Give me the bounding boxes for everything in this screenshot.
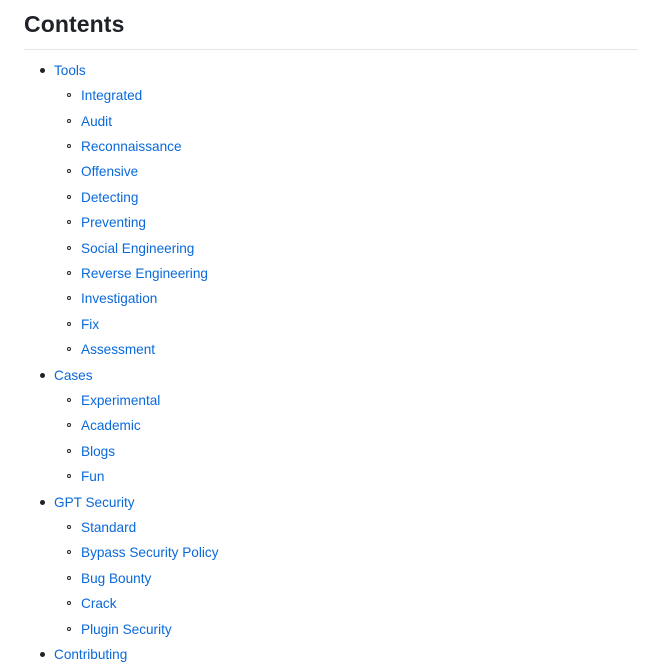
list-item xyxy=(54,134,638,159)
toc-top-row xyxy=(54,490,638,515)
list-item xyxy=(54,236,638,261)
contents-page xyxy=(0,10,662,668)
toc-sub-row xyxy=(81,134,638,159)
toc-link-blogs[interactable]: Blogs xyxy=(81,443,116,459)
toc-sub-row xyxy=(81,413,638,438)
toc-sub-row xyxy=(81,261,638,286)
toc-sub-row xyxy=(81,566,638,591)
toc-sub-row xyxy=(81,540,638,565)
list-item xyxy=(54,591,638,616)
toc-link-contributing[interactable]: Contributing xyxy=(54,647,128,663)
list-item xyxy=(54,617,638,642)
toc-sub-row xyxy=(81,286,638,311)
toc-link-integrated[interactable]: Integrated xyxy=(81,88,143,104)
toc-link-academic[interactable]: Academic xyxy=(81,418,141,434)
toc-link-investigation[interactable]: Investigation xyxy=(81,291,158,307)
toc-link-fun[interactable]: Fun xyxy=(81,469,105,485)
list-item xyxy=(54,185,638,210)
toc-link-preventing[interactable]: Preventing xyxy=(81,215,146,231)
toc-link-offensive[interactable]: Offensive xyxy=(81,164,139,180)
list-item xyxy=(54,261,638,286)
list-item xyxy=(54,439,638,464)
table-of-contents xyxy=(24,58,638,668)
list-item xyxy=(54,286,638,311)
toc-sub-row xyxy=(81,464,638,489)
list-item xyxy=(24,490,638,642)
toc-sub-row xyxy=(81,515,638,540)
list-item xyxy=(54,109,638,134)
toc-link-bug-bounty[interactable]: Bug Bounty xyxy=(81,570,152,586)
toc-link-tools[interactable]: Tools xyxy=(54,62,86,78)
list-item xyxy=(54,337,638,362)
list-item xyxy=(24,363,638,490)
toc-sub-row xyxy=(81,159,638,184)
toc-sub-row xyxy=(81,236,638,261)
toc-sub-row xyxy=(81,185,638,210)
toc-link-standard[interactable]: Standard xyxy=(81,520,137,536)
list-item xyxy=(54,83,638,108)
toc-sub-row xyxy=(81,109,638,134)
toc-sub-row xyxy=(81,312,638,337)
list-item xyxy=(54,413,638,438)
toc-link-bypass-security-policy[interactable]: Bypass Security Policy xyxy=(81,545,219,561)
toc-link-audit[interactable]: Audit xyxy=(81,113,112,129)
page-title: Contents xyxy=(24,10,638,50)
list-item xyxy=(54,210,638,235)
toc-sublist xyxy=(54,83,638,362)
list-item xyxy=(54,515,638,540)
toc-link-detecting[interactable]: Detecting xyxy=(81,189,139,205)
toc-link-reconnaissance[interactable]: Reconnaissance xyxy=(81,138,182,154)
list-item xyxy=(24,58,638,363)
toc-sub-row xyxy=(81,337,638,362)
toc-link-gpt-security[interactable]: GPT Security xyxy=(54,494,135,510)
toc-sub-row xyxy=(81,617,638,642)
list-item xyxy=(54,540,638,565)
toc-link-assessment[interactable]: Assessment xyxy=(81,342,156,358)
list-item xyxy=(54,159,638,184)
toc-sublist xyxy=(54,515,638,642)
toc-link-social-engineering[interactable]: Social Engineering xyxy=(81,240,195,256)
toc-sub-row xyxy=(81,439,638,464)
toc-sub-row xyxy=(81,388,638,413)
list-item xyxy=(54,312,638,337)
toc-sub-row xyxy=(81,83,638,108)
list-item xyxy=(54,388,638,413)
toc-sub-row xyxy=(81,591,638,616)
toc-link-reverse-engineering[interactable]: Reverse Engineering xyxy=(81,266,208,281)
list-item xyxy=(54,464,638,489)
toc-link-fix[interactable]: Fix xyxy=(81,316,100,332)
toc-link-experimental[interactable]: Experimental xyxy=(81,393,161,409)
toc-link-cases[interactable]: Cases xyxy=(54,367,93,383)
toc-top-row xyxy=(54,58,638,83)
toc-top-row xyxy=(54,363,638,388)
toc-sub-row xyxy=(81,210,638,235)
toc-link-crack[interactable]: Crack xyxy=(81,596,117,612)
toc-sublist xyxy=(54,388,638,490)
toc-link-plugin-security[interactable]: Plugin Security xyxy=(81,621,172,637)
list-item xyxy=(54,566,638,591)
